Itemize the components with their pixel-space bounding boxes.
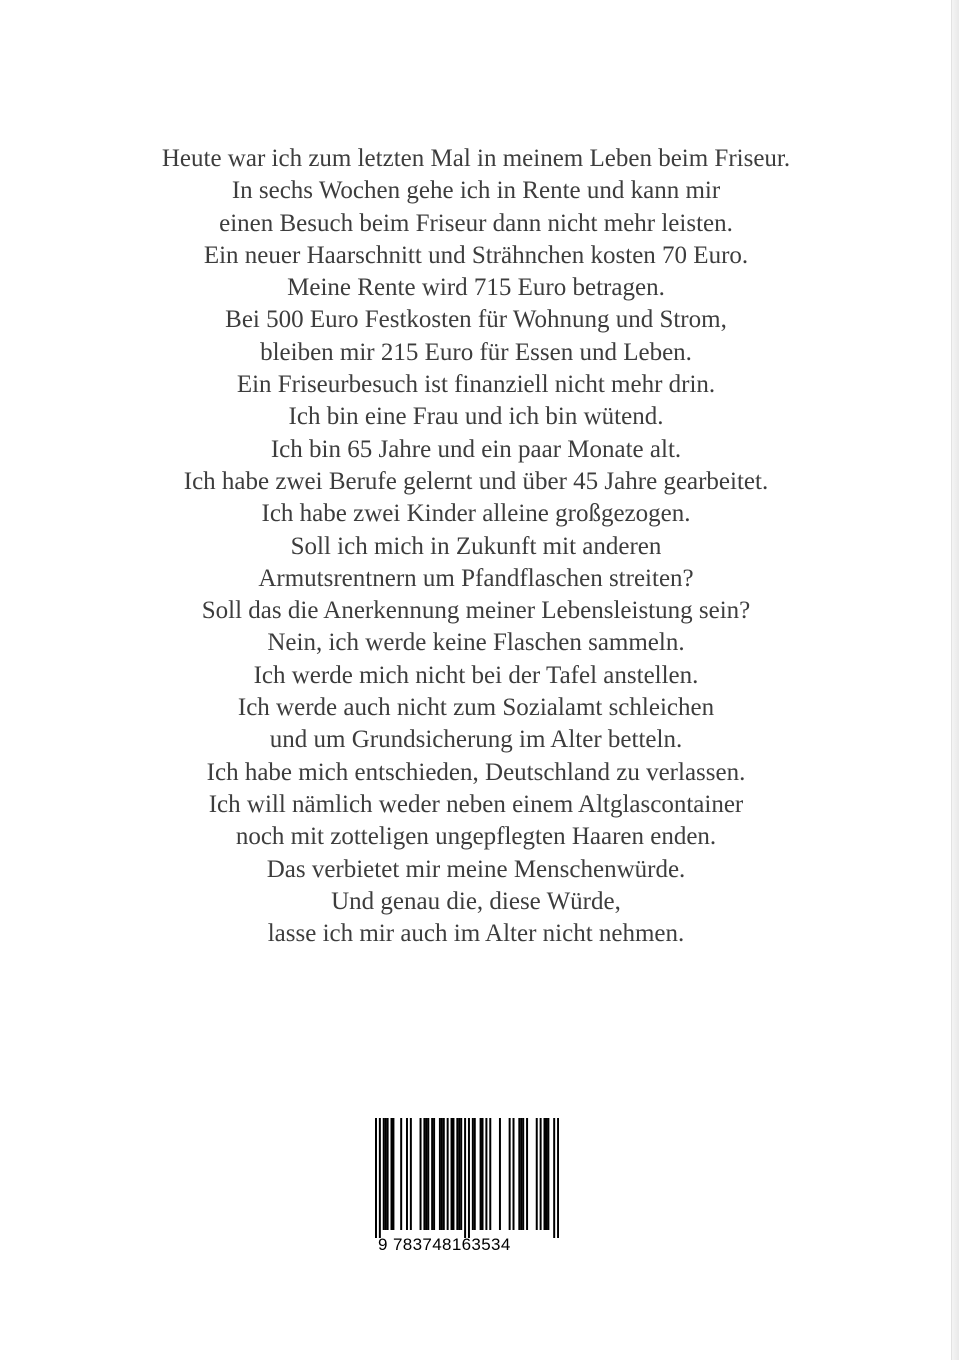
- poem-line: Bei 500 Euro Festkosten für Wohnung und Strom,: [225, 306, 727, 334]
- poem-text: [0, 143, 952, 950]
- poem-line: einen Besuch beim Friseur dann nicht mehr leisten.: [219, 209, 733, 237]
- barcode-bar: [557, 1118, 559, 1238]
- poem-line: bleiben mir 215 Euro für Essen und Leben.: [260, 338, 692, 366]
- barcode-digits: 783748163534: [393, 1235, 511, 1254]
- barcode-bar: [458, 1118, 460, 1230]
- barcode-bar: [406, 1118, 408, 1230]
- barcode-bar: [480, 1118, 482, 1230]
- barcode-bar: [447, 1118, 449, 1230]
- barcode-bar: [420, 1118, 422, 1230]
- barcode-first-digit: 9: [378, 1235, 388, 1254]
- poem-line: Ein neuer Haarschnitt und Strähnchen kosten 70 Euro.: [203, 241, 749, 269]
- barcode-bar: [452, 1118, 454, 1230]
- poem-line: Das verbietet mir meine Menschenwürde.: [266, 855, 686, 883]
- barcode-bar: [518, 1118, 520, 1230]
- poem-line: Heute war ich zum letzten Mal in meinem Leben beim Friseur.: [161, 145, 791, 172]
- barcode-bar: [553, 1118, 555, 1238]
- barcode-bar: [520, 1118, 522, 1230]
- barcode-bar: [385, 1118, 387, 1230]
- barcode-bar: [379, 1118, 381, 1238]
- barcode-bar: [468, 1118, 470, 1238]
- barcode-bar: [509, 1118, 511, 1230]
- barcode-bar: [410, 1118, 412, 1230]
- poem-line: Soll ich mich in Zukunft mit anderen: [290, 532, 662, 560]
- barcode-bar: [544, 1118, 546, 1230]
- poem-line: lasse ich mir auch im Alter nicht nehmen.: [267, 920, 685, 948]
- barcode-bar: [443, 1118, 445, 1230]
- poem-line: Soll das die Anerkennung meiner Lebensleistung sein?: [201, 597, 751, 625]
- barcode-bar: [547, 1118, 549, 1230]
- barcode-bar: [485, 1118, 487, 1230]
- barcode-bar: [526, 1118, 528, 1230]
- poem-line: Ich bin eine Frau und ich bin wütend.: [288, 403, 664, 431]
- barcode-bar: [545, 1118, 547, 1230]
- poem-line: Ich werde auch nicht zum Sozialamt schleichen: [237, 694, 715, 722]
- barcode-bar: [499, 1118, 501, 1230]
- barcode-bar: [423, 1118, 425, 1230]
- poem-line: In sechs Wochen gehe ich in Rente und kann mir: [231, 177, 721, 205]
- poem-line: Ich bin 65 Jahre und ein paar Monate alt.: [270, 435, 682, 463]
- barcode-bar: [390, 1118, 392, 1230]
- poem-line: Ich habe zwei Berufe gelernt und über 45 Jahre gearbeitet.: [183, 467, 769, 495]
- barcode-bar: [513, 1118, 515, 1230]
- barcode-bar: [451, 1118, 453, 1230]
- barcode-bars: [375, 1118, 559, 1238]
- barcode-bar: [456, 1118, 458, 1230]
- poem-line: und um Grundsicherung im Alter betteln.: [269, 726, 683, 754]
- barcode-bar: [383, 1118, 385, 1230]
- poem-line: Ich habe zwei Kinder alleine großgezogen.: [261, 500, 691, 528]
- barcode-bar: [460, 1118, 462, 1230]
- page-edge: [951, 0, 959, 1360]
- barcode-bar: [400, 1118, 402, 1230]
- barcode-bar: [489, 1118, 491, 1230]
- barcode-bar: [375, 1118, 377, 1238]
- barcode-bar: [387, 1118, 389, 1230]
- barcode-bar: [464, 1118, 466, 1238]
- barcode-bar: [425, 1118, 427, 1230]
- barcode-bar: [474, 1118, 476, 1230]
- poem-line: Und genau die, diese Würde,: [331, 887, 621, 915]
- barcode-bar: [431, 1118, 433, 1230]
- barcode-bar: [522, 1118, 524, 1230]
- barcode-bar: [482, 1118, 484, 1230]
- poem-line: Nein, ich werde keine Flaschen sammeln.: [267, 629, 685, 657]
- poem-line: Armutsrentnern um Pfandflaschen streiten?: [258, 564, 694, 592]
- barcode-bar: [536, 1118, 538, 1230]
- barcode-bar: [427, 1118, 429, 1230]
- barcode-bar: [433, 1118, 435, 1230]
- poem-line: Meine Rente wird 715 Euro betragen.: [287, 274, 665, 302]
- barcode-bar: [441, 1118, 443, 1230]
- barcode-bar: [540, 1118, 542, 1230]
- barcode-bar: [472, 1118, 474, 1230]
- poem-line: Ein Friseurbesuch ist finanziell nicht mehr drin.: [236, 371, 716, 399]
- poem-line: Ich habe mich entschieden, Deutschland zu verlassen.: [206, 758, 746, 786]
- poem-line: Ich werde mich nicht bei der Tafel anstellen.: [253, 661, 699, 689]
- barcode-bar: [439, 1118, 441, 1230]
- barcode-bar: [392, 1118, 394, 1230]
- poem-line: noch mit zotteligen ungepflegten Haaren enden.: [235, 823, 717, 851]
- poem-line: Ich will nämlich weder neben einem Altglascontainer: [208, 790, 744, 818]
